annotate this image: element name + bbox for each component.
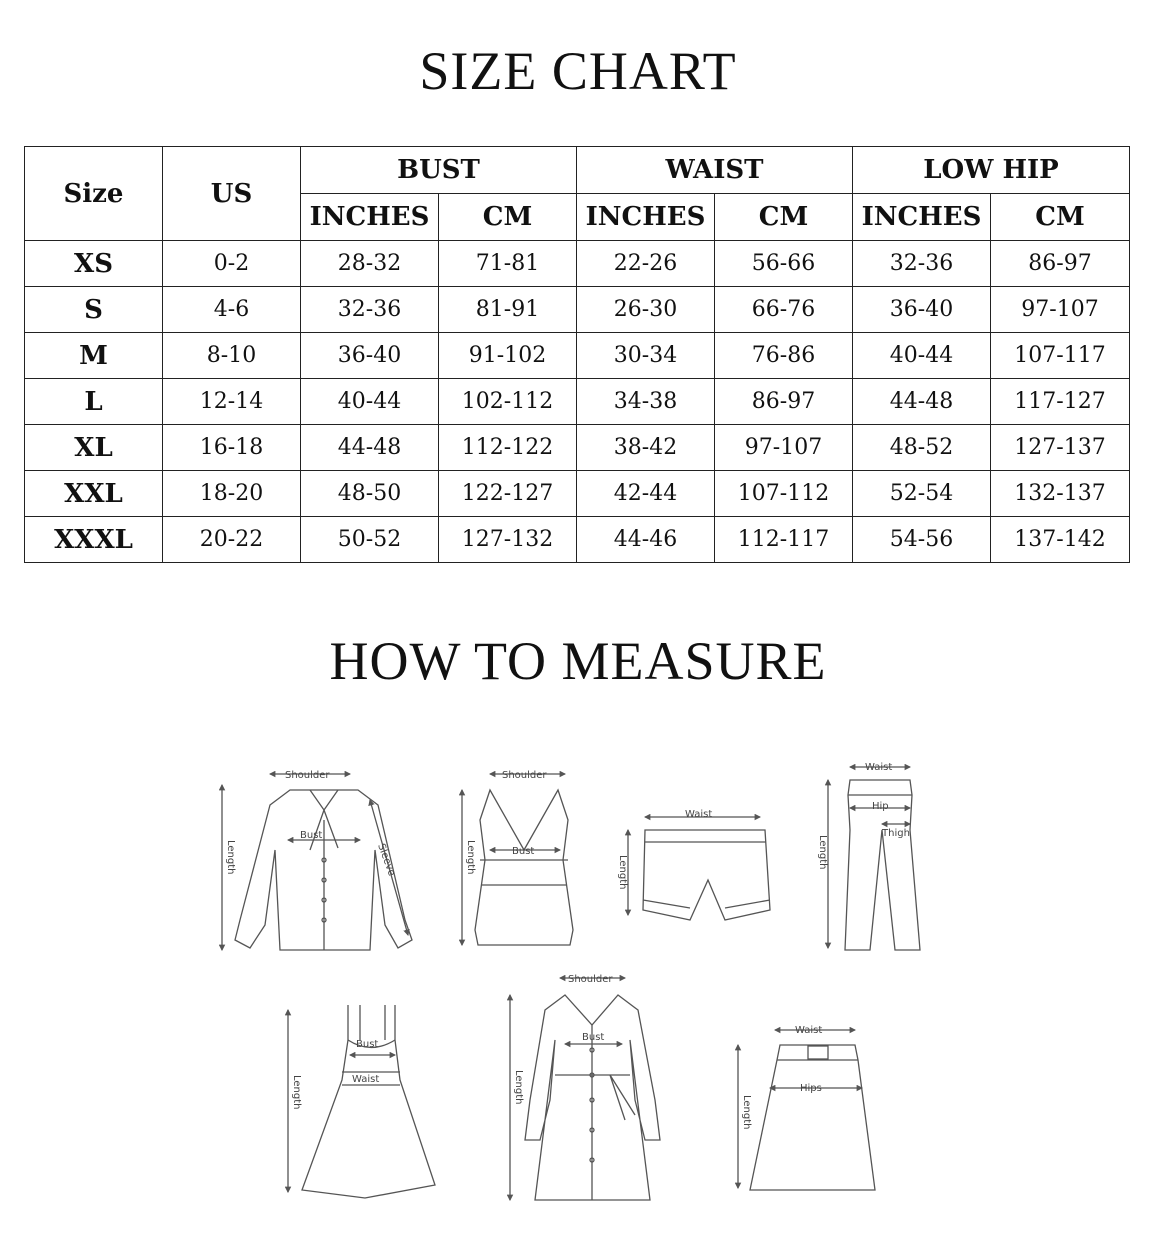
size-chart-body [25, 241, 1130, 563]
cell-us: 18-20 [163, 471, 301, 517]
cell-bust-cm: 102-112 [439, 379, 577, 425]
table-row [25, 517, 1130, 563]
cell-hip-in: 36-40 [853, 287, 991, 333]
tank-top-diagram [462, 774, 573, 945]
dress-waist-label: Waist [352, 1074, 380, 1085]
header-waist: WAIST [577, 147, 853, 194]
dress-length-label: Length [291, 1075, 302, 1110]
skirt-hips-label: Hips [800, 1083, 822, 1094]
cell-size: M [25, 333, 163, 379]
table-row [25, 333, 1130, 379]
cell-size: XXL [25, 471, 163, 517]
how-to-measure-title: HOW TO MEASURE [329, 631, 827, 691]
cell-hip-cm: 107-117 [991, 333, 1130, 379]
cell-hip-in: 48-52 [853, 425, 991, 471]
cell-waist-in: 34-38 [577, 379, 715, 425]
cell-bust-cm: 81-91 [439, 287, 577, 333]
header-bust-inches: INCHES [301, 194, 439, 241]
header-low-hip: LOW HIP [853, 147, 1130, 194]
cell-us: 12-14 [163, 379, 301, 425]
cell-hip-in: 32-36 [853, 241, 991, 287]
pants-waist-label: Waist [865, 762, 893, 773]
pants-thigh-label: Thigh [882, 828, 910, 839]
coat-diagram [510, 978, 660, 1200]
coat-shoulder-label: Shoulder [568, 974, 613, 985]
coat-length-label: Length [513, 1070, 524, 1105]
cell-bust-in: 48-50 [301, 471, 439, 517]
cell-hip-cm: 137-142 [991, 517, 1130, 563]
header-waist-inches: INCHES [577, 194, 715, 241]
table-row [25, 471, 1130, 517]
skirt-waist-label: Waist [795, 1025, 823, 1036]
table-row [25, 241, 1130, 287]
header-size: Size [25, 147, 163, 241]
header-us: US [163, 147, 301, 241]
cell-hip-in: 40-44 [853, 333, 991, 379]
cell-hip-cm: 132-137 [991, 471, 1130, 517]
cell-bust-in: 36-40 [301, 333, 439, 379]
cell-waist-cm: 86-97 [715, 379, 853, 425]
cell-hip-cm: 127-137 [991, 425, 1130, 471]
pants-hip-label: Hip [872, 801, 889, 812]
shorts-waist-label: Waist [685, 809, 713, 820]
blouse-bust-label: Bust [300, 830, 323, 841]
cell-bust-in: 44-48 [301, 425, 439, 471]
header-waist-cm: CM [715, 194, 853, 241]
header-hip-cm: CM [991, 194, 1130, 241]
cell-size: S [25, 287, 163, 333]
pants-length-label: Length [817, 835, 828, 870]
cell-us: 4-6 [163, 287, 301, 333]
tank-shoulder-label: Shoulder [502, 770, 547, 781]
cell-waist-in: 38-42 [577, 425, 715, 471]
header-bust-cm: CM [439, 194, 577, 241]
cell-hip-in: 52-54 [853, 471, 991, 517]
cell-hip-in: 44-48 [853, 379, 991, 425]
cell-waist-in: 22-26 [577, 241, 715, 287]
cell-size: XXXL [25, 517, 163, 563]
cell-bust-cm: 91-102 [439, 333, 577, 379]
cell-waist-cm: 56-66 [715, 241, 853, 287]
how-to-measure-illustration [210, 720, 960, 1220]
cell-hip-in: 54-56 [853, 517, 991, 563]
header-hip-inches: INCHES [853, 194, 991, 241]
cell-bust-in: 50-52 [301, 517, 439, 563]
cell-hip-cm: 117-127 [991, 379, 1130, 425]
cell-hip-cm: 86-97 [991, 241, 1130, 287]
cell-waist-in: 26-30 [577, 287, 715, 333]
cell-us: 0-2 [163, 241, 301, 287]
cell-bust-in: 40-44 [301, 379, 439, 425]
cell-hip-cm: 97-107 [991, 287, 1130, 333]
size-chart-title: SIZE CHART [419, 41, 737, 101]
cell-waist-in: 30-34 [577, 333, 715, 379]
cell-size: XS [25, 241, 163, 287]
blouse-sleeve-label: Sleeve [375, 842, 397, 878]
cell-bust-in: 28-32 [301, 241, 439, 287]
cell-bust-cm: 71-81 [439, 241, 577, 287]
table-row [25, 287, 1130, 333]
blouse-shoulder-label: Shoulder [285, 770, 330, 781]
header-bust: BUST [301, 147, 577, 194]
table-row [25, 379, 1130, 425]
table-row [25, 425, 1130, 471]
cell-bust-in: 32-36 [301, 287, 439, 333]
cell-us: 16-18 [163, 425, 301, 471]
cell-us: 20-22 [163, 517, 301, 563]
pants-diagram [828, 767, 920, 950]
cell-waist-in: 44-46 [577, 517, 715, 563]
size-chart-table [24, 146, 1130, 563]
skirt-length-label: Length [741, 1095, 752, 1130]
cell-us: 8-10 [163, 333, 301, 379]
cell-waist-cm: 107-112 [715, 471, 853, 517]
coat-bust-label: Bust [582, 1032, 605, 1043]
cell-bust-cm: 112-122 [439, 425, 577, 471]
cell-bust-cm: 127-132 [439, 517, 577, 563]
skirt-diagram [738, 1030, 875, 1190]
cell-waist-cm: 112-117 [715, 517, 853, 563]
cell-bust-cm: 122-127 [439, 471, 577, 517]
shorts-diagram [628, 817, 770, 920]
cell-waist-cm: 66-76 [715, 287, 853, 333]
cell-waist-in: 42-44 [577, 471, 715, 517]
dress-bust-label: Bust [356, 1039, 379, 1050]
cell-waist-cm: 76-86 [715, 333, 853, 379]
tank-length-label: Length [465, 840, 476, 875]
dress-diagram [288, 1005, 435, 1198]
shorts-length-label: Length [617, 855, 628, 890]
tank-bust-label: Bust [512, 846, 535, 857]
header-row-groups [25, 147, 1130, 194]
cell-size: XL [25, 425, 163, 471]
blouse-length-label: Length [225, 840, 236, 875]
cell-waist-cm: 97-107 [715, 425, 853, 471]
cell-size: L [25, 379, 163, 425]
